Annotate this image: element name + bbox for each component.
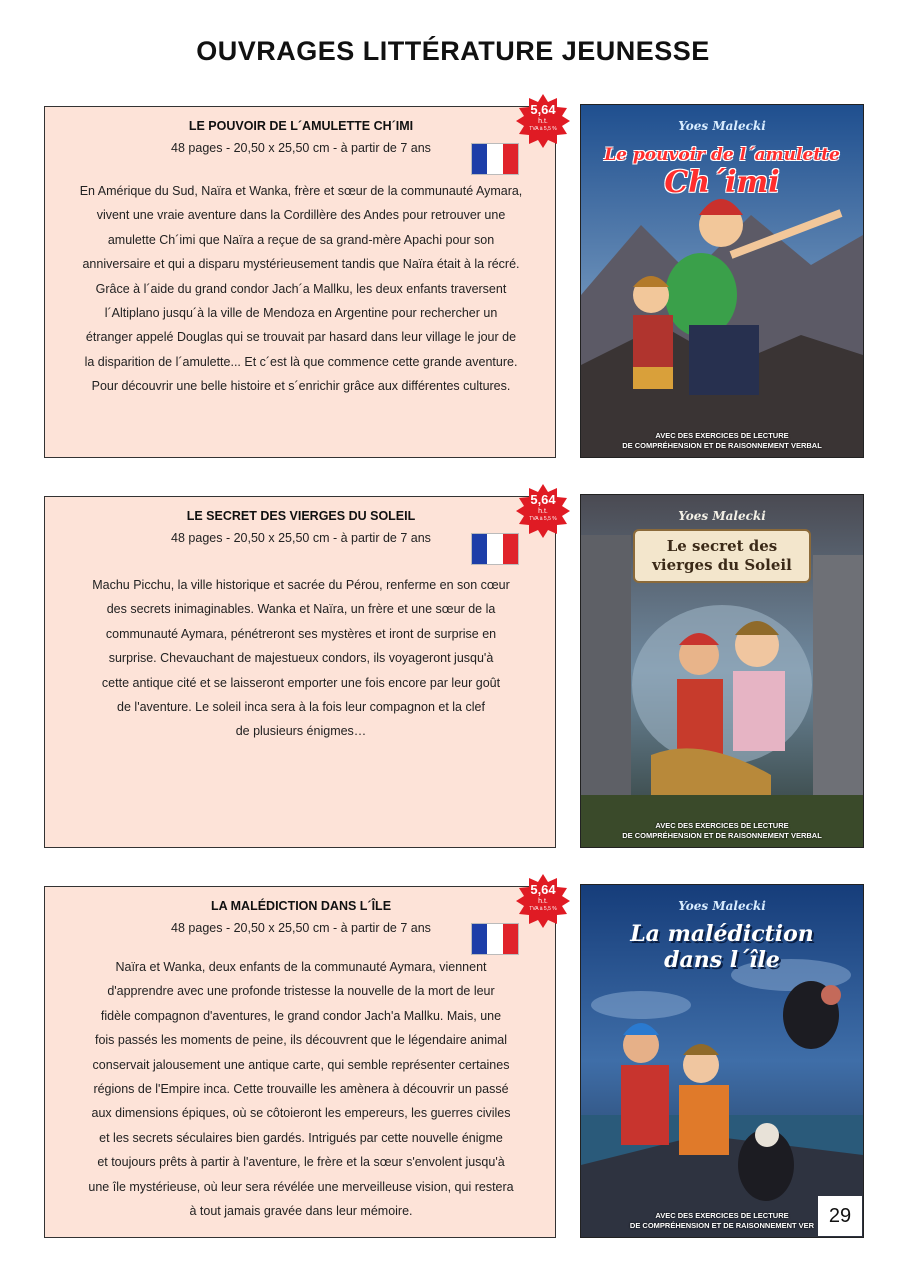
summary-line: fidèle compagnon d'aventures, le grand condor Jach'a Mallku. Mais, une	[100, 1008, 502, 1023]
summary-line: cette antique cité et se laisseront emporter une fois encore par leur goût	[101, 675, 501, 690]
cover-footer-line1: AVEC DES EXERCICES DE LECTURE	[655, 821, 789, 830]
cover-title-line1: Le secret des	[666, 537, 778, 555]
summary-line: une île mystérieuse, où leur sera révélée une merveilleuse vision, qui restera	[88, 1179, 514, 1194]
price-value: 5,64	[530, 102, 556, 117]
summary-line: d'apprendre avec une profonde tristesse la nouvelle de la mort de leur	[107, 984, 495, 999]
book-entry-vierges	[44, 492, 864, 858]
summary-line: Pour découvrir une belle histoire et s´enrichir grâce aux différentes cultures.	[91, 379, 511, 394]
book-specs: 48 pages - 20,50 x 25,50 cm - à partir de 7 ans	[171, 141, 431, 155]
summary-line: Machu Picchu, la ville historique et sacrée du Pérou, renferme en son cœur	[92, 578, 510, 592]
book-summary	[55, 573, 547, 744]
summary-line: et toujours prêts à partir à l'aventure, le frère et la sœur s'envolent jusqu'à	[97, 1155, 505, 1170]
summary-line: régions de l'Empire inca. Cette trouvaille les amènera à découvrir un passé	[93, 1082, 509, 1097]
cover-footer-line1: AVEC DES EXERCICES DE LECTURE	[655, 1211, 789, 1220]
cover-footer	[581, 821, 863, 841]
page-number: 29	[818, 1196, 862, 1236]
book-entry-amulette	[44, 102, 864, 468]
book-specs: 48 pages - 20,50 x 25,50 cm - à partir de 7 ans	[171, 531, 431, 545]
book-cover	[580, 494, 864, 848]
price-tva: TVA à 5,5 %	[529, 906, 557, 912]
cover-author: Yoes Malecki	[678, 899, 766, 913]
page-title: OUVRAGES LITTÉRATURE JEUNESSE	[196, 36, 710, 66]
price-ht: h.t.	[538, 898, 548, 905]
book-title: LE POUVOIR DE L´AMULETTE CH´IMI	[188, 119, 414, 133]
summary-line: étranger appelé Douglas qui se trouvait par hasard dans leur village le jour de	[85, 330, 517, 345]
price-value: 5,64	[530, 882, 556, 897]
book-summary	[55, 955, 547, 1223]
description-box	[44, 106, 556, 458]
cover-footer-line2: DE COMPRÉHENSION ET DE RAISONNEMENT VERBAL	[622, 831, 822, 840]
book-cover	[580, 884, 864, 1238]
price-badge	[516, 874, 570, 928]
summary-line: de plusieurs énigmes…	[235, 724, 367, 739]
cover-title-line2: vierges du Soleil	[652, 556, 792, 574]
summary-line: la disparition de l´amulette... Et c´est là que commence cette grande aventure.	[84, 354, 518, 369]
price-tva: TVA à 5,5 %	[529, 126, 557, 132]
price-badge	[516, 94, 570, 148]
summary-line: En Amérique du Sud, Naïra et Wanka, frère et sœur de la communauté Aymara,	[79, 184, 523, 198]
summary-line: conservait jalousement une antique carte, qui semble représenter certaines	[92, 1057, 510, 1072]
summary-line: Grâce à l´aide du grand condor Jach´a Mallku, les deux enfants traversent	[95, 281, 507, 296]
cover-title-line2: dans l´île	[664, 947, 780, 973]
summary-line: communauté Aymara, pénétreront ses mystères et iront de surprise en	[105, 626, 497, 641]
book-specs: 48 pages - 20,50 x 25,50 cm - à partir de 7 ans	[171, 921, 431, 935]
description-box	[44, 886, 556, 1238]
price-ht: h.t.	[538, 118, 548, 125]
summary-line: vivent une vraie aventure dans la Cordillère des Andes pour retrouver une	[96, 208, 506, 223]
description-box	[44, 496, 556, 848]
summary-line: et les secrets séculaires bien gardés. Intrigués par cette nouvelle énigme	[99, 1130, 503, 1145]
book-summary	[55, 179, 547, 399]
cover-title-line1: La malédiction	[630, 921, 814, 947]
summary-line: à tout jamais gravée dans leur mémoire.	[189, 1204, 413, 1219]
cover-title	[635, 537, 809, 575]
cover-footer	[581, 431, 863, 451]
cover-title	[591, 921, 853, 973]
book-cover	[580, 104, 864, 458]
cover-title-line1: Le pouvoir de l´amulette	[604, 145, 840, 165]
price-tva: TVA à 5,5 %	[529, 516, 557, 522]
cover-footer-line2: DE COMPRÉHENSION ET DE RAISONNEMENT VERBAL	[622, 441, 822, 450]
summary-line: aux dimensions épiques, où se côtoieront les empereurs, les guerres civiles	[91, 1106, 511, 1121]
price-value: 5,64	[530, 492, 556, 507]
summary-line: l´Altiplano jusqu´à la ville de Mendoza en Argentine pour rechercher un	[104, 306, 498, 321]
book-title: LA MALÉDICTION DANS L´ÎLE	[210, 899, 392, 913]
cover-title-line2: Ch´imi	[664, 165, 780, 200]
summary-line: fois passés les moments de peine, ils découvrent que le légendaire animal	[94, 1033, 508, 1048]
cover-footer-line2: DE COMPRÉHENSION ET DE RAISONNEMENT VER	[629, 1221, 815, 1230]
french-flag-icon	[471, 143, 519, 175]
cover-title-plaque	[633, 529, 811, 583]
summary-line: des secrets inimaginables. Wanka et Naïra, un frère et une sœur de la	[106, 602, 496, 617]
book-title: LE SECRET DES VIERGES DU SOLEIL	[186, 509, 416, 523]
french-flag-icon	[471, 533, 519, 565]
book-entry-malediction	[44, 882, 864, 1248]
cover-author: Yoes Malecki	[678, 119, 766, 133]
french-flag-icon	[471, 923, 519, 955]
summary-line: anniversaire et qui a disparu mystérieusement tandis que Naïra était à la récré.	[82, 257, 520, 272]
price-ht: h.t.	[538, 508, 548, 515]
cover-author: Yoes Malecki	[678, 509, 766, 523]
summary-line: de l'aventure. Le soleil inca sera à la fois leur compagnon et la clef	[117, 700, 485, 715]
summary-line: amulette Ch´imi que Naïra a reçue de sa grand-mère Apachi pour son	[107, 232, 495, 247]
summary-line: surprise. Chevauchant de majestueux condors, ils voyageront jusqu'à	[108, 651, 494, 666]
summary-line: Naïra et Wanka, deux enfants de la communauté Aymara, viennent	[115, 960, 487, 974]
cover-footer-line1: AVEC DES EXERCICES DE LECTURE	[655, 431, 789, 440]
price-badge	[516, 484, 570, 538]
